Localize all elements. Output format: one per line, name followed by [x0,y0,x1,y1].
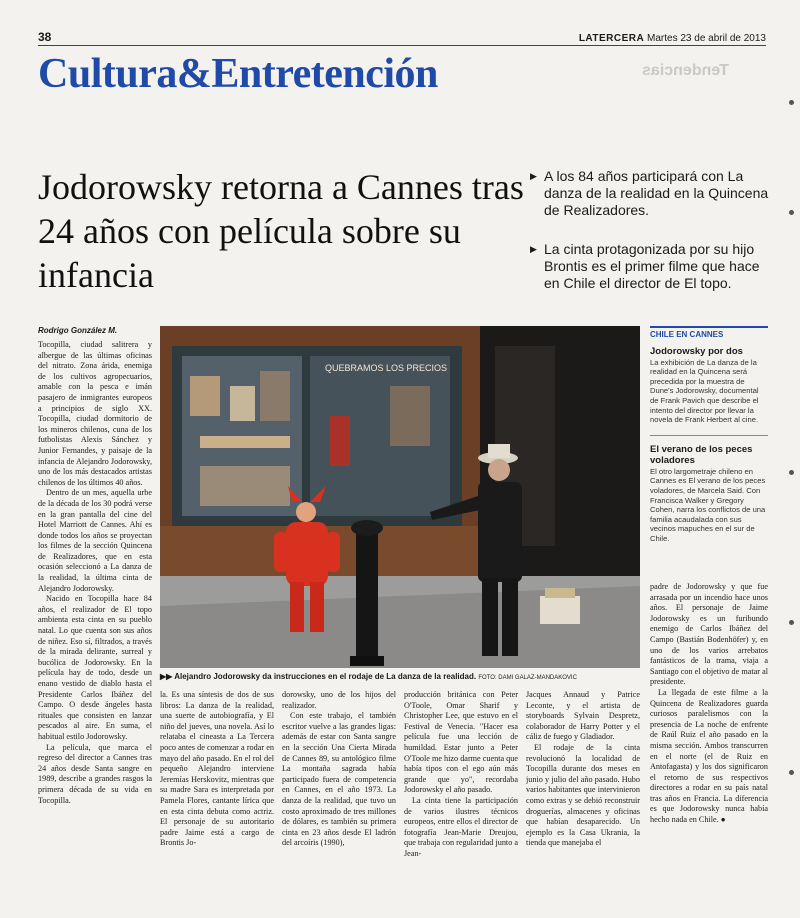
sidebar-box [650,326,768,554]
shop-sign: QUEBRAMOS LOS PRECIOS [325,363,448,373]
sidebar-item-title: Jodorowsky por dos [650,345,743,357]
headline: Jodorowsky retorna a Cannes tras 24 años con película sobre su infancia [38,167,524,295]
paragraph: La cinta tiene la participación de varios ilustres técnicos europeos, entre ellos el director de fotografía Jean-Marie Dreujou, que trabaja con regularidad junto a Jean- [404,795,518,858]
sidebar-item-title: El verano de los peces voladores [650,443,753,466]
binder-hole [789,620,794,625]
paragraph: Con este trabajo, el también escritor vuelve a las grandes ligas: además de estar con Santa sangre en la sección Una Cierta Mirada de Cannes 89, su antológico filme La montaña sagrada había participado fuera de competencia en Cannes, en el año 1973. La danza de la realidad, que tuvo un costo aproximado de tres millones de dólares, es también su primera cinta en 23 años desde El ladrón del arcoíris (1990), [282,711,396,848]
byline: Rodrigo González M. [38,326,118,335]
sidebar-item-text: El otro largometraje chileno en Cannes es El verano de los peces voladores, de Marcela Said. Con Francisca Walker y Gregory Cohen, narra los conflictos de una familia acaudalada con sus vecinos mapuches en el sur de Chile. [650,466,766,543]
mirrored-tab-label: Tendencias [642,62,729,79]
paragraph: Nacido en Tocopilla hace 84 años, el realizador de El topo ambienta esta cinta en su pueblo natal. Lo que cuenta son sus años de niñez. Eso sí, filtrados, a través de la mirada delirante, surreal y bucólica de Jodorowsky. En la película hay de todo, desde un enano vestido de diablo hasta el Presidente Carlos Ibáñez del Campo. O desde ángeles hasta rituales que consisten en lanzar pescados al aire. En suma, el habitual estilo Jodorowsky. [38,594,152,741]
article-column-5 [526,690,640,914]
header-rule [38,45,766,46]
binder-hole [789,100,794,105]
page-number: 38 [38,30,52,44]
paper-name: LATERCERA [578,33,645,44]
article-photo [160,326,640,668]
deck-bullets [530,168,770,314]
paragraph: La llegada de este filme a la Quincena de Realizadores guarda curiosos paralelismos con la presencia de La noche de enfrente de Raúl Ruiz el año pasado en la misma sección. Ambos transcurren en el norte (el de Ruiz en Antofagasta) y los dos significaron el retorno de sus respectivos directores a rodar en su país natal tras años en Francia. La diferencia es que Jodorowsky nunca había hecho nada en Chile. ● [650,687,768,825]
article-column-4 [404,690,518,914]
section-title: Cultura&Entretención [38,51,438,97]
paragraph: dorowsky, uno de los hijos del realizador. [282,690,396,710]
binder-hole [789,210,794,215]
caption-arrow: ▶▶ [160,672,175,681]
paragraph: producción británica con Peter O'Toole, Omar Sharif y Christopher Lee, que estuvo en el Festival de Venecia. "Hacer esa película fue una lección de humildad. Estar junto a Peter O'Toole me hizo darme cuenta que había tipos con el ego aún más grande que yo", recordaba Jodorowsky el año pasado. [404,690,518,795]
paragraph: Tocopilla, ciudad salitrera y albergue de las últimas oficinas del nitrato. Zona árida, enemiga de los cultivos agropecuarios, amable con la pesca e imán pasajero de inmigrantes europeos a principios de siglo XX. Tocopilla, ciudad dormitorio de los mineros chilenos, cuna de los futbolistas Alexis Sánchez y Junior Fernandes, y paisaje de la infancia de Alejandro Jodorowsky, uno de los más destacados artistas chilenos de los últimos 40 años. [38,340,152,487]
article-column-6 [650,582,768,914]
paragraph: La película, que marca el regreso del director a Cannes tras 24 años desde Santa sangre en 1989, describe a grandes rasgos la primera década de su vida en Tocopilla. [38,742,152,805]
issue-date: Martes 23 de abril de 2013 [647,33,766,44]
sidebar-divider [650,435,768,436]
binder-hole [789,470,794,475]
paragraph: Dentro de un mes, aquella urbe de la década de los 30 podrá verse en la gran pantalla del cine del Hotel Marriott de Cannes. Ahí es donde todos los años se proyectan los filmes de la sección Quincena de Realizadores, que en esta ocasión seleccionó a La danza de la realidad, la última cinta de Alejandro Jodorowsky. [38,488,152,593]
sidebar-kicker: CHILE EN CANNES [650,326,768,340]
masthead [428,33,766,44]
photo-credit: FOTO: DAMI GALAZ-MANDAKOVIC [478,675,577,681]
paragraph: la. Es una síntesis de dos de sus libros: La danza de la realidad, una suerte de autobiografía, y El niño del jueves, una novela. Así lo relataba el cineasta a La Tercera poco antes de comenzar a rodar en mayo del año pasado. En el rol del pequeño Alejandro interviene Jeremías Herskovitz, mientras que su madre Sara es interpretada por Pamela Flores, cantante lírica que en esta cinta debuta como actriz. El personaje de su autoritario padre Jaime está a cargo de Brontis Jo- [160,690,274,848]
article-column-2 [160,690,274,914]
deck-bullet: ▶ La cinta protagonizada por su hijo Brontis es el primer filme que hace en Chile el director de El topo. [530,241,770,292]
caption-text: Alejandro Jodorowsky da instrucciones en el rodaje de La danza de la realidad. [174,672,477,681]
paragraph: padre de Jodorowsky y que fue arrasada por un incendio hace unos años. El personaje de Jaime Jodorowsky es un furibundo enemigo de Carlos Ibáñez del Campo (Bastián Bodenhöfer) y, en uno de los varios arrebatos fantásticos de la trama, viaja a Santiago con el objetivo de matar al presidente. [650,582,768,687]
binder-hole [789,770,794,775]
paragraph: El rodaje de la cinta revolucionó la localidad de Tocopilla durante dos meses en junio y julio del año pasado. Hubo varios habitantes que intervinieron como extras y se debió reconstruir droguerías, almacenes y oficinas que habían desaparecido. Un ejemplo es la Casa Ukrania, la tienda que manejaba el [526,742,640,848]
article-column-1 [38,340,152,914]
deck-bullet: ▶ A los 84 años participará con La danza de la realidad en la Quincena de Realizadores. [530,168,770,219]
photo-caption [160,672,640,681]
paragraph: Jacques Annaud y Patrice Leconte, y el artista de storyboards Sylvain Despretz, colaborador de Harry Potter y el cáliz de fuego y Gladiador. [526,690,640,742]
sidebar-item-text: La exhibición de La danza de la realidad en la Quincena será precedida por la muestra de Dune's Jodorowsky, documental de Frank Pavich que describe el intento del director por llevar la novela de Frank Herbert al cine. [650,357,759,425]
photo-illustration [160,326,640,668]
article-column-3 [282,690,396,914]
